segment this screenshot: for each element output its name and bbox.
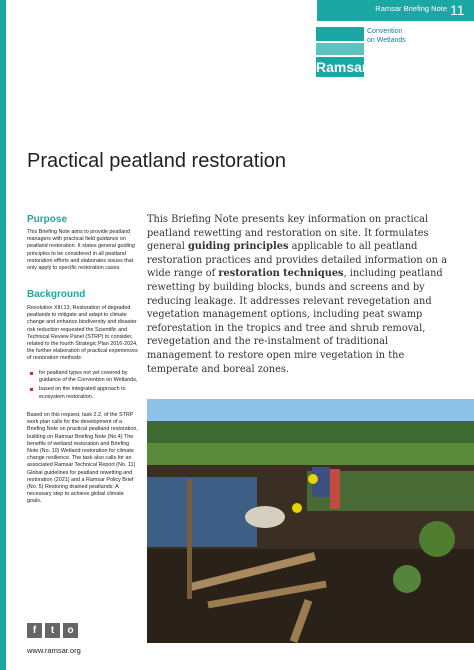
- background-paragraph-2: Based on this request, task 2.2. of the STRP work plan calls for the development of a Briefing Note on practical peatland restoration, building on Ramsar Briefing Note (No.4) The benefits of wetland restoration and Briefing Note (No. 10) Wetland restoration for climate change resilience. The task also calls for an associated Ramsar Technical Report (No. 11) Global guidelines for peatland rewetting and restoration (2021) and a Ramsar Policy Brief (No. 5) Restoring drained peatlands: A necessary step to achieve global climate goals.: [27, 412, 138, 505]
- logo-tagline: [367, 27, 457, 45]
- background-bullet-2: based on the integrated approach to ecosystem restoration.: [27, 386, 139, 400]
- background-bullet-1: for peatland types not yet covered by guidance of the Convention on Wetlands,: [27, 370, 139, 384]
- background-paragraph-1: Resolution XIII.13, Restoration of degraded peatlands to mitigate and adapt to climate change and enhance biodiversity and disaster risk reduction requested the Scientific and Technical Review Panel (STRP) to consider, related to the fourth Strategic Plan 2016-2024, the further elaboration of practical experiences of restoration methods:: [27, 305, 138, 362]
- intro-bold-restoration-techniques: restoration techniques: [218, 268, 344, 280]
- purpose-text: This Briefing Note aims to provide peatland managers with practical field guidance on peatland restoration. It states general guiding principles to be considered in all peatland restoration efforts and elaborates issues that only apply to specific restoration cases.: [27, 229, 135, 272]
- left-accent-bar: [0, 0, 6, 670]
- website-link[interactable]: www.ramsar.org: [27, 646, 81, 655]
- briefing-note-label: Ramsar Briefing Note: [375, 4, 447, 13]
- ramsar-logo[interactable]: [316, 27, 368, 77]
- twitter-icon[interactable]: t: [45, 623, 60, 638]
- background-bullet-list: [27, 370, 139, 403]
- photo-illustration: [147, 399, 474, 643]
- purpose-heading: Purpose: [27, 214, 68, 225]
- intro-text-1: This Briefing Note presents key information on practical peatland rewetting and restoration on site. It formulates general: [147, 214, 429, 253]
- intro-text-3: , including peatland rewetting by building blocks, bunds and screens and by reducing leakage. It addresses relevant revegetation and vegetation management options, including peat swamp reforestation in the tropics and tree and shrub removal, revegetation and the re-instalment of traditional management to restore open mire vegetation in the temperate and boreal zones.: [147, 268, 443, 375]
- logo-wordmark: Ramsar: [316, 59, 368, 75]
- background-heading: Background: [27, 289, 86, 300]
- intro-bold-guiding-principles: guiding principles: [187, 241, 289, 253]
- logo-wave-top: [316, 27, 364, 41]
- peatland-restoration-photo: [147, 399, 474, 643]
- facebook-icon[interactable]: f: [27, 623, 42, 638]
- page-title: Practical peatland restoration: [27, 150, 287, 172]
- logo-tagline-line1: Convention: [367, 28, 403, 35]
- social-links: [27, 623, 78, 638]
- intro-paragraph: [147, 213, 447, 376]
- briefing-note-number: 11: [450, 2, 465, 18]
- logo-tagline-line2: on Wetlands: [367, 37, 406, 44]
- instagram-icon[interactable]: o: [63, 623, 78, 638]
- logo-wave-bottom: [316, 43, 364, 55]
- intro-text-2: applicable to all peatland restoration practices and provides detailed information on a wide range of: [147, 241, 447, 280]
